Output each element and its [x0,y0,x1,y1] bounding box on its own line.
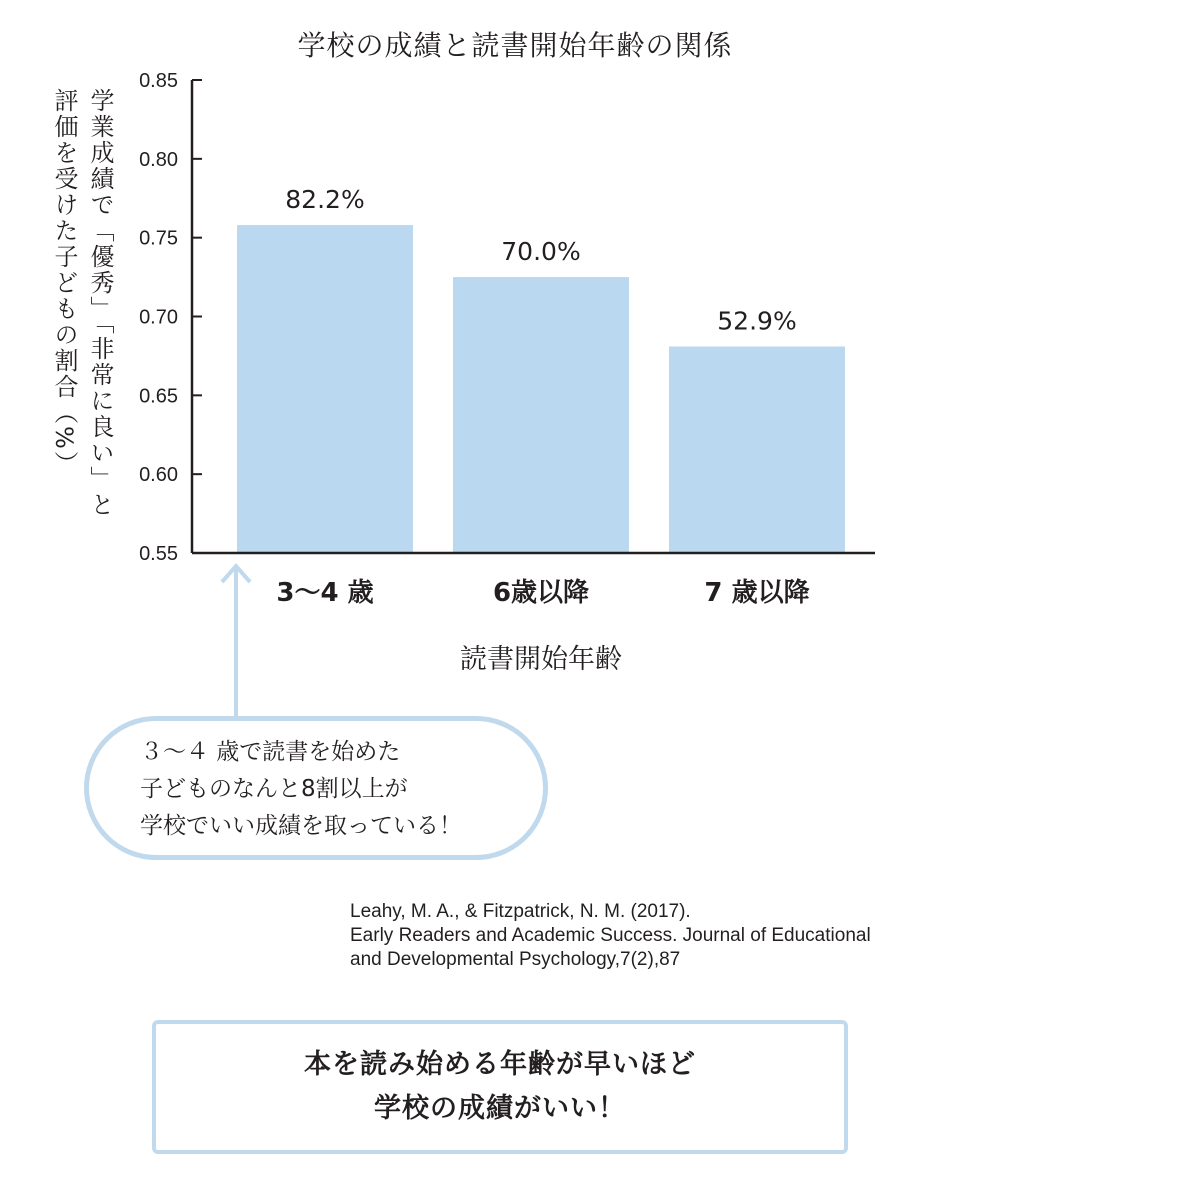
citation-line-3: and Developmental Psychology,7(2),87 [350,949,681,970]
data-label: 52.9% [717,306,797,336]
citation-line-2: Early Readers and Academic Success. Journal of Educational [350,925,871,946]
citation-line-1: Leahy, M. A., & Fitzpatrick, N. M. (2017). [350,901,691,922]
callout-line-3: 学校でいい成績を取っている！ [140,813,462,839]
summary-box [152,1020,848,1154]
y-tick-label: 0.70 [139,306,178,329]
y-tick-label: 0.75 [139,227,178,250]
citation [350,900,871,972]
data-label: 82.2% [285,185,365,215]
y-tick-label: 0.80 [139,148,178,171]
y-axis-label-line-2: 評価を受けた子どもの割合（%） [50,88,78,477]
callout-line-2: 子どものなんと8割以上が [140,776,408,802]
y-axis-label-line-1: 学業成績で「優秀」「非常に良い」と [86,88,114,518]
y-tick-label: 0.60 [139,464,178,487]
x-tick-label: 6歳以降 [492,578,590,608]
chart-title: 学校の成績と読書開始年齢の関係 [297,29,733,62]
summary-line-2: 学校の成績がいい！ [374,1093,626,1124]
y-tick-label: 0.85 [139,70,178,92]
bar [669,346,845,553]
y-tick-label: 0.55 [139,543,178,565]
x-tick-label: 3～4 歳 [276,578,374,608]
callout-line-1: ３～４ 歳で読書を始めた [140,739,401,765]
summary-line-1: 本を読み始める年齢が早いほど [304,1049,696,1080]
callout-text [140,734,520,845]
x-axis-label: 読書開始年齢 [460,644,622,675]
x-tick-label: 7 歳以降 [704,578,810,608]
data-label: 70.0% [501,237,581,267]
y-tick-label: 0.65 [139,385,178,408]
bar [453,277,629,553]
bar [237,225,413,553]
